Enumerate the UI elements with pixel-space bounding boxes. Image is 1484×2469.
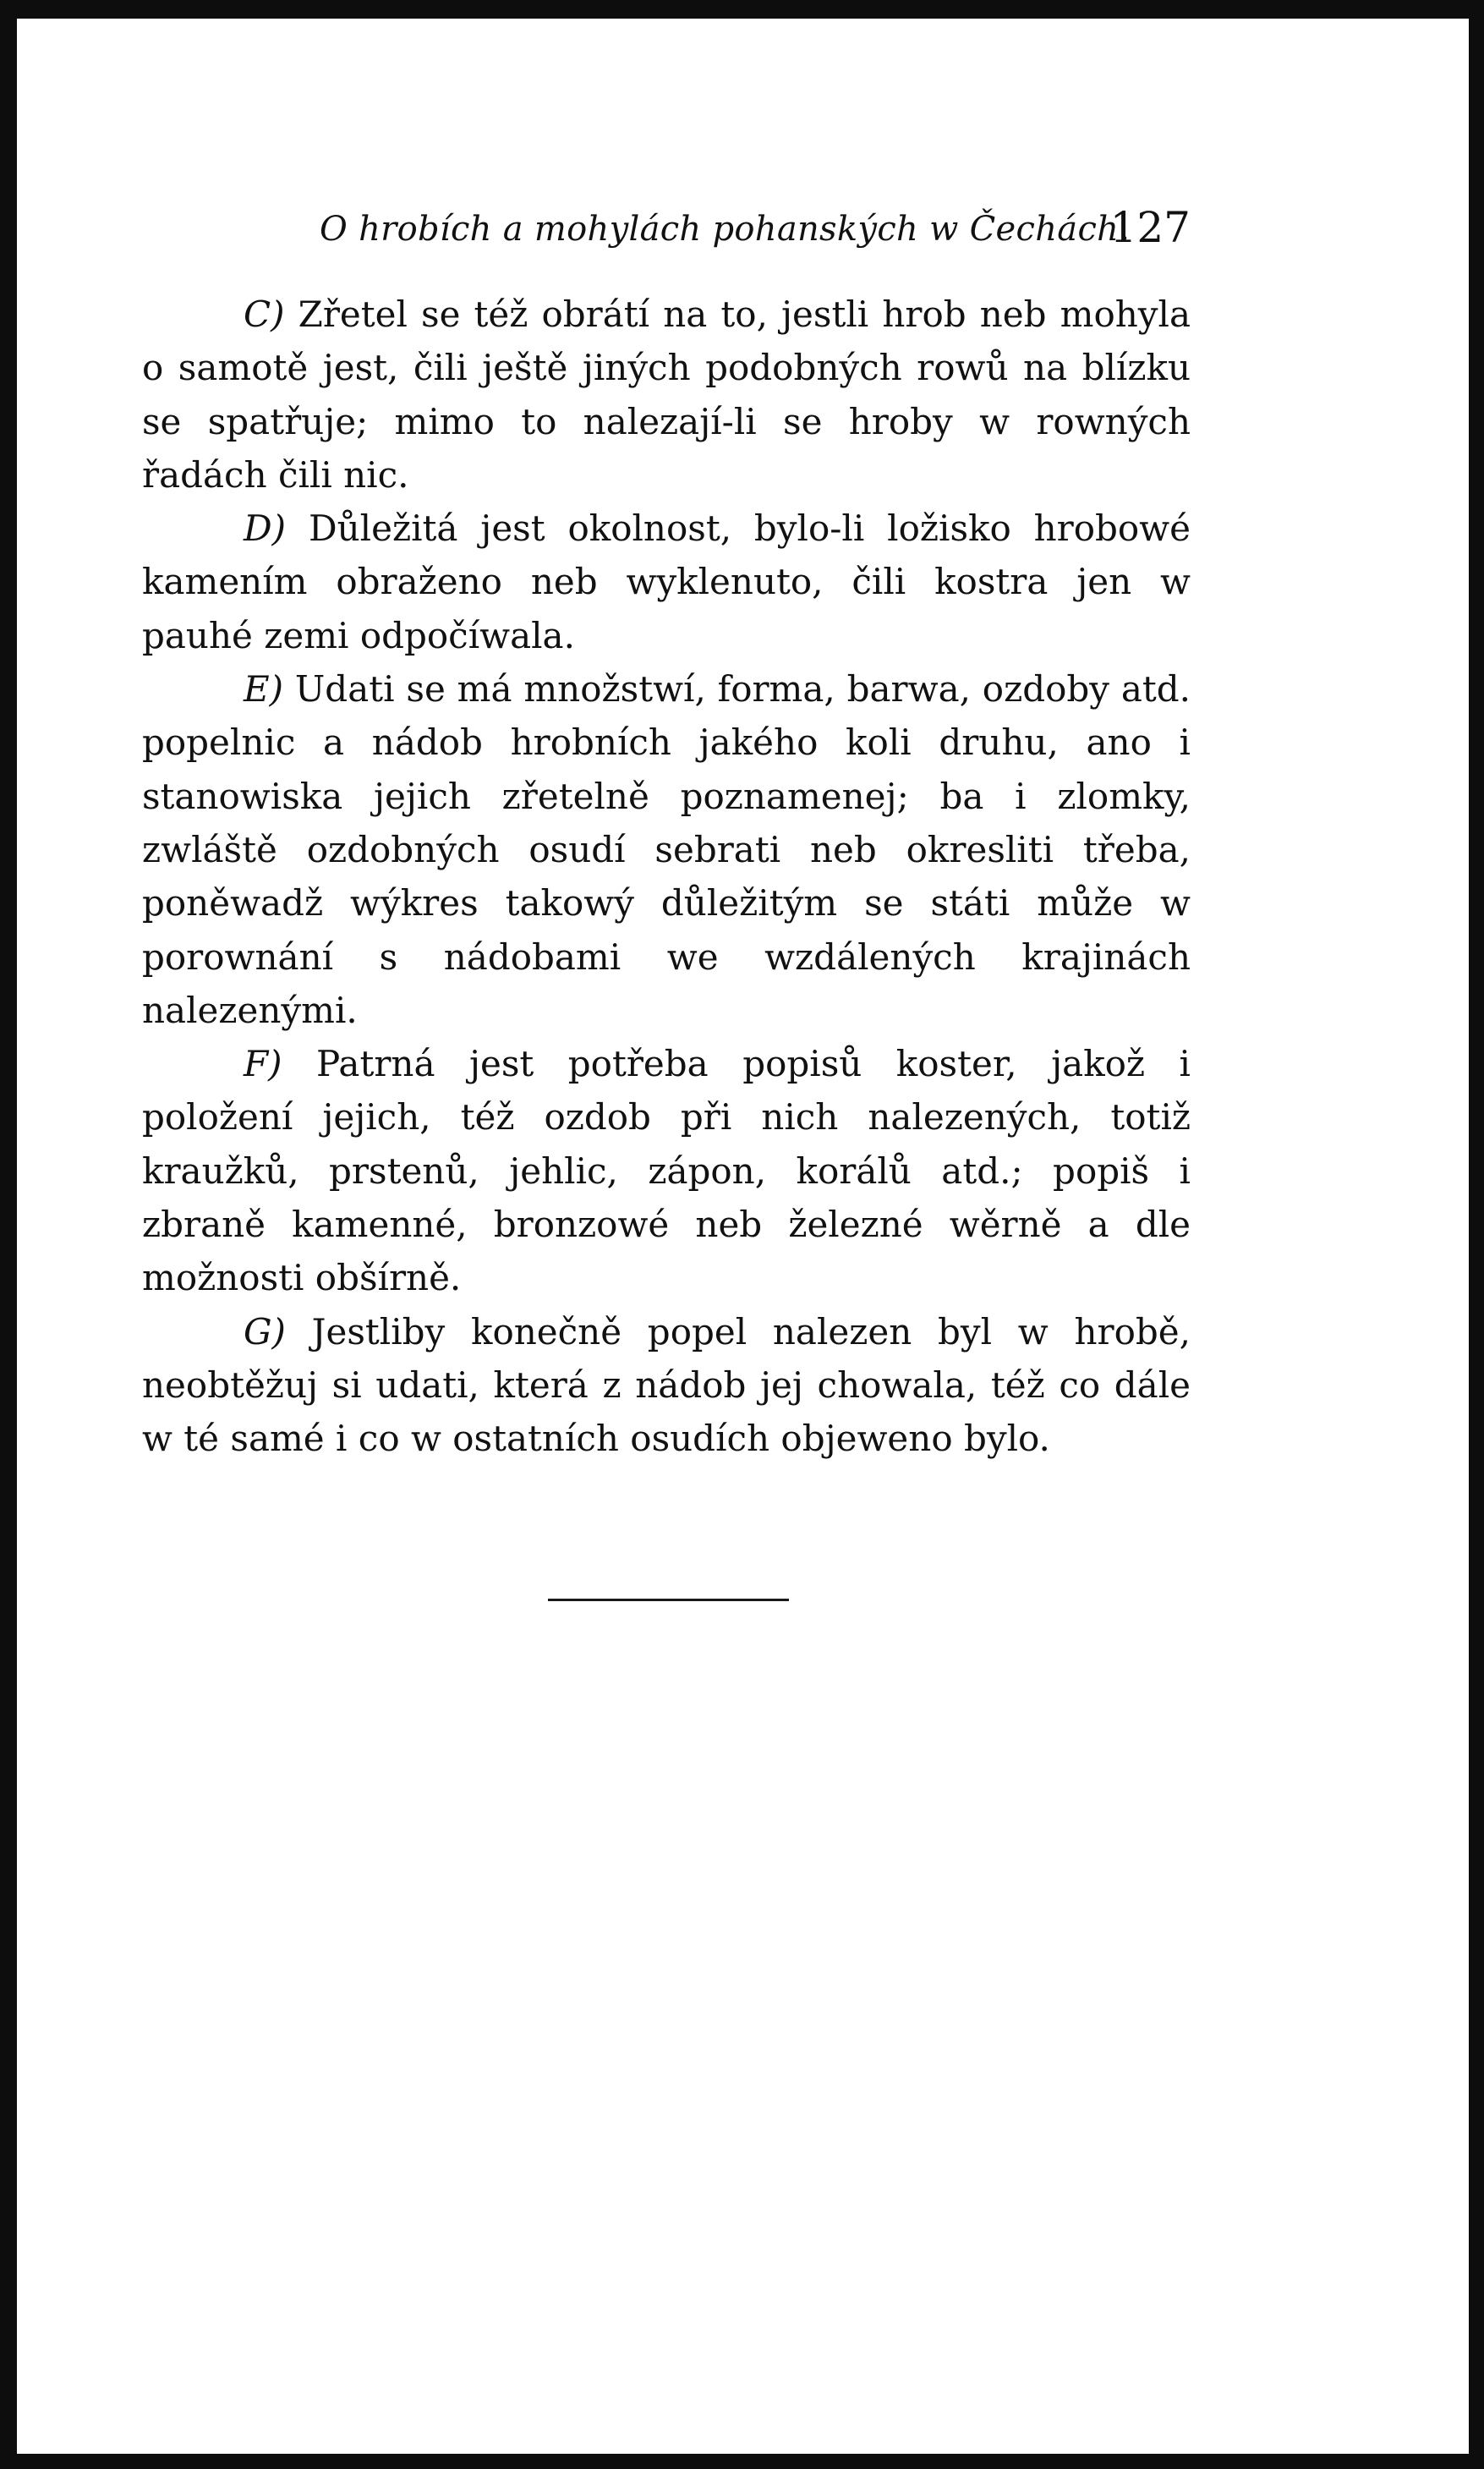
page-header (142, 203, 1191, 262)
end-rule (548, 1599, 789, 1601)
page-number: 127 (1109, 203, 1191, 252)
running-title: O hrobích a mohylách pohanských w Čechách. (320, 210, 1131, 249)
page-body (142, 288, 1191, 1466)
scan-border-left (0, 0, 17, 2469)
paragraph-f (142, 1037, 1191, 1304)
paragraph-text: Zřetel se též obrátí na to, jestli hrob neb mohyla o samotě jest, čili ještě jiných podobných rowů na blízku se spatřuje; mimo to nalezají-li se hroby w rowných řadách čili nic. (142, 294, 1191, 496)
paragraph-text: Udati se má množstwí, forma, barwa, ozdoby atd. popelnic a nádob hrobních jakého koli druhu, ano i stanowiska jejich zřetelně poznamenej; ba i zlomky, zwláště ozdobných osudí sebrati neb okresliti třeba, poněwadž wýkres takowý důležitým se státi může w porownání s nádobami we wzdálených krajinách nalezenými. (142, 668, 1191, 1031)
scan-border-bottom (0, 2454, 1484, 2469)
paragraph-label: D) (244, 508, 287, 550)
paragraph-label: F) (244, 1043, 282, 1085)
paragraph-text: Patrná jest potřeba popisů koster, jakož i položení jejich, též ozdob při nich nalezených, totiž kraužků, prstenů, jehlic, zápon, korálů atd.; popiš i zbraně kamenné, bronzowé neb železné wěrně a dle možnosti obšírně. (142, 1043, 1191, 1299)
paragraph-label: C) (244, 294, 285, 335)
scan-border-top (0, 0, 1484, 19)
paragraph-label: E) (244, 668, 284, 711)
paragraph-text: Jestliby konečně popel nalezen byl w hrobě, neobtěžuj si udati, která z nádob jej chowala, též co dále w té samé i co w ostatních osudích objeweno bylo. (142, 1310, 1191, 1460)
paragraph-label: G) (244, 1310, 286, 1352)
paragraph-e (142, 662, 1191, 1037)
paragraph-text: Důležitá jest okolnost, bylo-li ložisko hrobowé kamením obraženo neb wyklenuto, čili kostra jen w pauhé zemi odpočíwala. (142, 508, 1191, 656)
paragraph-d (142, 502, 1191, 662)
paragraph-c (142, 288, 1191, 502)
paragraph-g (142, 1305, 1191, 1466)
scan-border-right (1469, 0, 1484, 2469)
